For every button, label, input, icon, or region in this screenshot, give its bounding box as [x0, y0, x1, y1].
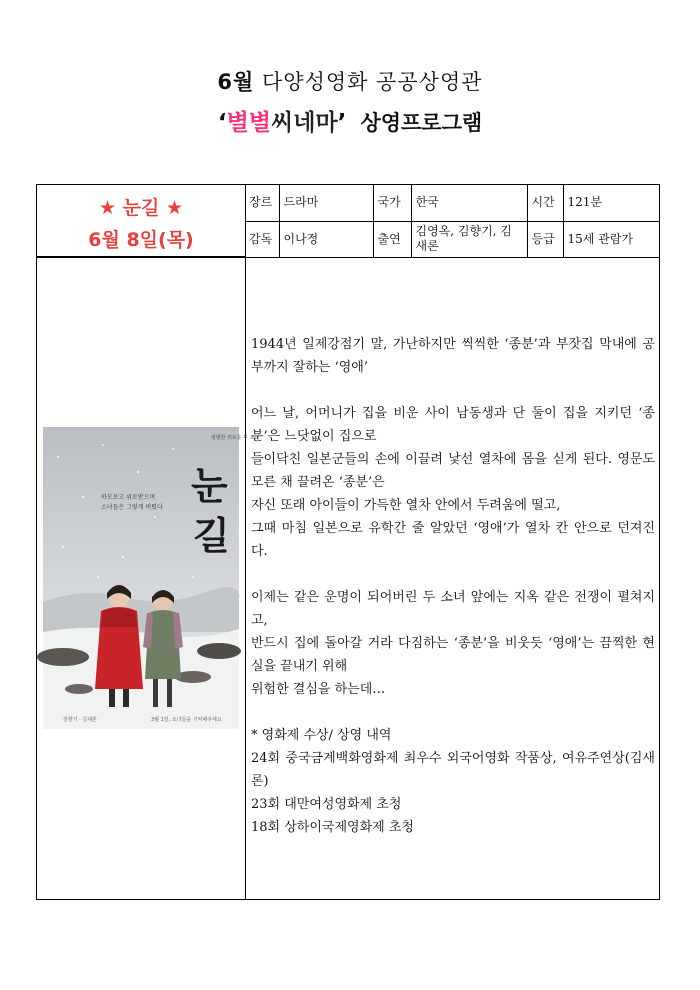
synopsis-line: 어느 날, 어머니가 집을 비운 사이 남동생과 단 둘이 집을 지키던 ‘종분’은 느닷없이 집으로	[251, 406, 655, 444]
poster-title: 눈	[191, 463, 228, 508]
synopsis-line: 자신 또래 아이들이 가득한 열차 안에서 두려움에 떨고,	[251, 498, 561, 513]
feature-title: ★ 눈길 ★	[98, 197, 183, 219]
spacer	[251, 701, 655, 724]
brand-name-part1: 별별	[226, 110, 272, 136]
program-table	[36, 184, 660, 900]
award-item: 24회 중국금계백화영화제 최우수 외국어영화 작품상, 여유주연상(김새론)	[251, 751, 655, 789]
synopsis-line: 그때 마침 일본으로 유학간 줄 알았던 ‘영애’가 열차 칸 안으로 던져진다.	[251, 521, 655, 559]
genre-label: 장르	[245, 185, 279, 221]
program-heading	[0, 66, 700, 96]
poster-credit-right: 3월 1일, 소녀들을 기억해주세요	[151, 717, 222, 723]
rating-value: 15세 관람가	[563, 221, 660, 257]
movie-info-table	[245, 185, 660, 257]
poster-credit-left: 김향기 · 김새론	[63, 717, 97, 723]
award-item: 18회 상하이국제영화제 초청	[251, 820, 414, 835]
synopsis-line: 반드시 집에 돌아갈 거라 다짐하는 ‘종분’을 비웃듯 ‘영애’는 끔찍한 현실을 끝내기 위해	[251, 636, 655, 674]
cast-label: 출연	[373, 221, 411, 257]
feature-date: 6월 8일(목)	[88, 229, 194, 251]
synopsis-line: 들이닥친 일본군들의 손에 이끌려 낯선 열차에 몸을 싣게 된다. 영문도 모른 채 끌려온 ‘종분’은	[251, 452, 655, 490]
quote-open: ‘	[217, 110, 227, 136]
row-divider	[37, 257, 659, 258]
award-item: 23회 대만여성영화제 초청	[251, 797, 402, 812]
program-subtitle: 상영프로그램	[360, 111, 483, 135]
awards-heading: * 영화제 수상/ 상영 내역	[251, 728, 392, 743]
cast-value: 김영옥, 김향기, 김새론	[411, 221, 527, 257]
country-value: 한국	[411, 185, 527, 221]
synopsis-line: 위험한 결심을 하는데…	[251, 682, 386, 697]
brand-name-part2: 씨네마	[271, 110, 338, 136]
brand-heading	[0, 104, 700, 137]
synopsis-line: 1944년 일제강점기 말, 가난하지만 씩씩한 ‘종분’과 부잣집 막내에 공부까지 잘하는 ‘영애’	[251, 337, 655, 375]
spacer	[251, 563, 655, 586]
runtime-value: 121분	[563, 185, 660, 221]
poster-title-2: 길	[193, 513, 230, 558]
quote-close: ’	[337, 110, 347, 136]
country-label: 국가	[373, 185, 411, 221]
poster-tagline-1: 하모보고 위로받으며	[101, 494, 156, 501]
runtime-label: 시간	[527, 185, 563, 221]
poster-top-text: 평범한 외로운 두 소녀	[211, 435, 260, 441]
rating-label: 등급	[527, 221, 563, 257]
genre-value: 드라마	[279, 185, 373, 221]
director-label: 감독	[245, 221, 279, 257]
spacer	[251, 379, 655, 402]
heading-title: 다양성영화 공공상영관	[262, 70, 483, 94]
synopsis-line: 이제는 같은 운명이 되어버린 두 소녀 앞에는 지옥 같은 전쟁이 펼쳐지고,	[251, 590, 655, 628]
feature-cell	[37, 185, 246, 257]
heading-month: 6월	[217, 70, 255, 94]
poster-tagline-2: 소녀들은 그렇게 버텼다	[101, 504, 163, 511]
movie-poster	[43, 427, 260, 729]
poster-art	[43, 427, 260, 729]
synopsis	[251, 333, 655, 839]
column-divider	[245, 257, 246, 900]
director-value: 이나정	[279, 221, 373, 257]
